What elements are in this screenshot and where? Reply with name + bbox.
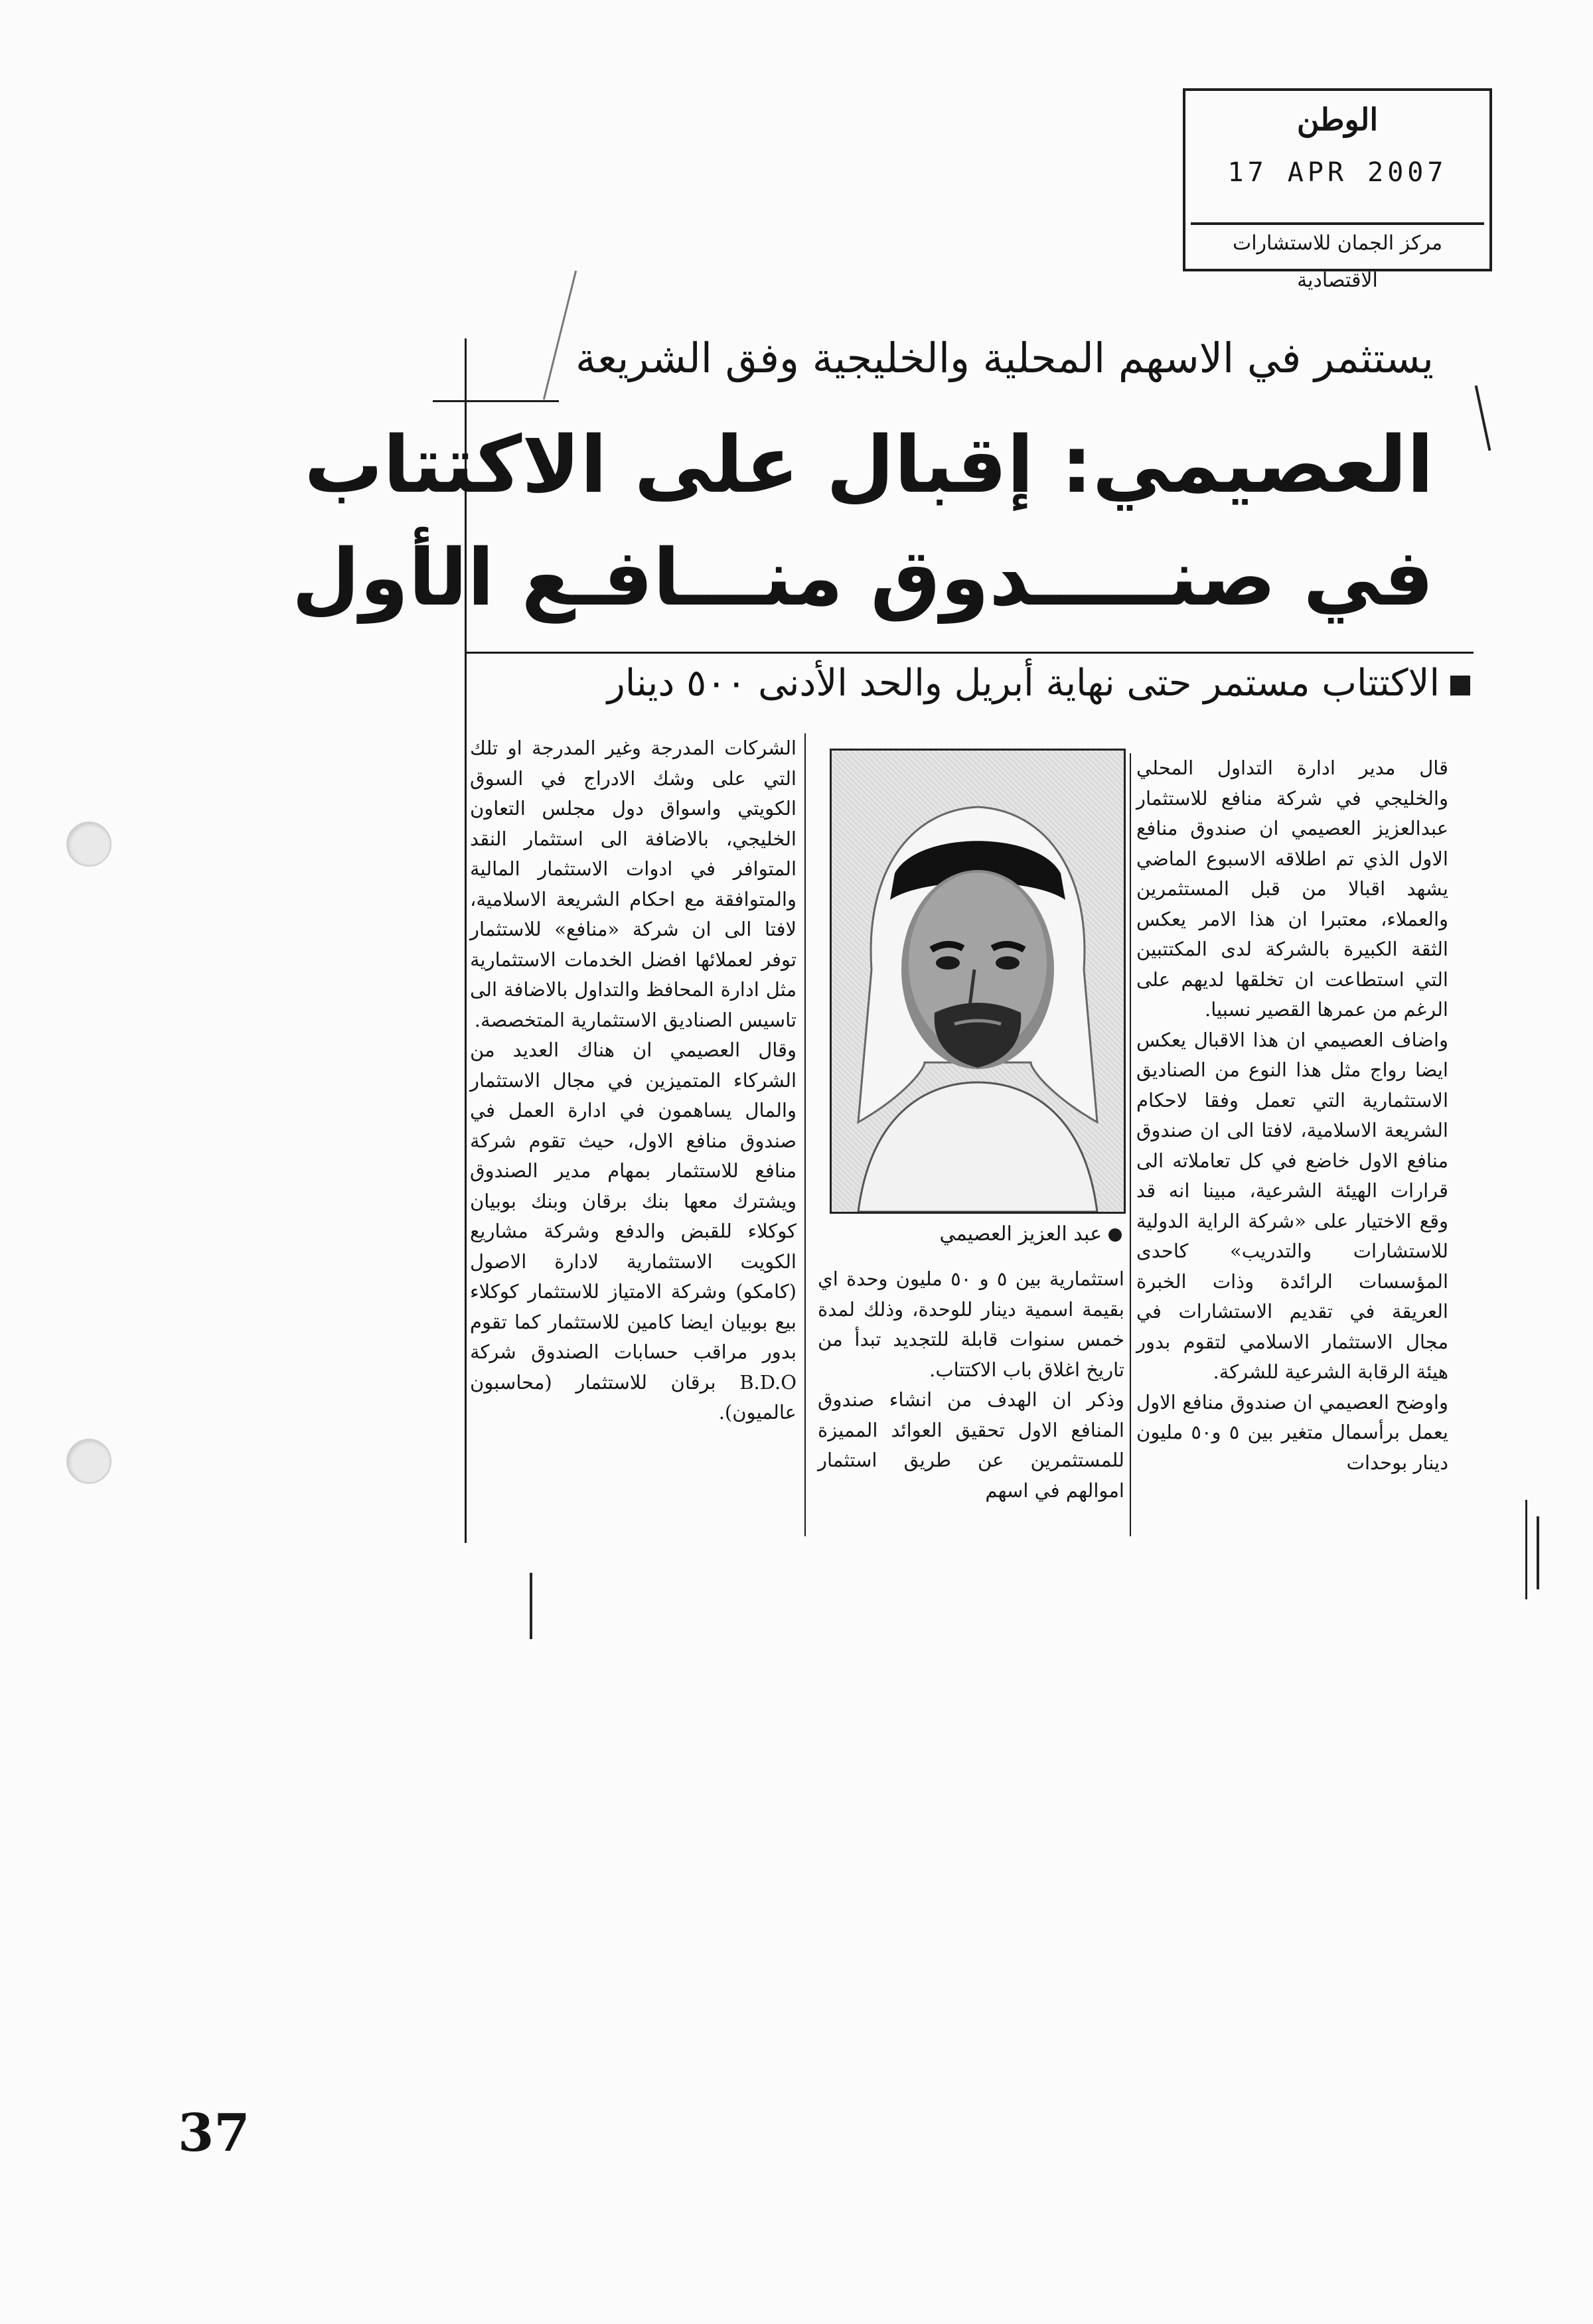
paragraph: الشركات المدرجة وغير المدرجة او تلك التي على وشك الادراج في السوق الكويتي واسواق دول مجلس التعاون الخليجي، بالاضافة الى استثمار النقد المتوافر في ادوات الاستثمار المالية والمتوافقة مع احكام الشريعة الاسلامية، لافتا الى ان شركة «منافع» للاستثمار توفر لعملائها افضل الخدمات الاستثمارية مثل ادارة المحافظ والتداول بالاضافة الى تاسيس الصناديق الاستثمارية المتخصصة.: [470, 737, 796, 1031]
paragraph: قال مدير ادارة التداول المحلي والخليجي في شركة منافع للاستثمار عبدالعزيز العصيمي ان صندوق منافع الاول الذي تم اطلاقه الاسبوع الماضي يشهد اقبالا من قبل المستثمرين والعملاء، معتبرا ان هذا الامر يعكس الثقة الكبيرة بالشركة لدى المكتتبين التي استطاعت ان تخلقها لديهم على الرغم من عمرها القصير نسبيا.: [1136, 757, 1448, 1021]
article-column-right: [1136, 753, 1448, 1478]
paragraph: واضاف العصيمي ان هذا الاقبال يعكس ايضا رواج مثل هذا النوع من الصناديق الاستثمارية التي تعمل وفقا لاحكام الشريعة الاسلامية، لافتا الى ان صندوق منافع الاول خاضع في كل تعاملاته الى قرارات الهيئة الشرعية، مبينا انه قد وقع الاختيار على «شركة الراية الدولية للاستشارات والتدريب» كاحدى المؤسسات الرائدة وذات الخبرة العريقة في تقديم الاستشارات في مجال الاستثمار الاسلامي لتقوم بدور هيئة الرقابة الشرعية للشركة.: [1136, 1028, 1448, 1383]
stamp-date: 17 APR 2007: [1227, 157, 1448, 188]
archive-stamp: [1183, 88, 1492, 292]
article-column-left: [470, 733, 796, 1428]
paragraph: استثمارية بين ٥ و ٥٠ مليون وحدة اي بقيمة اسمية دينار للوحدة، وذلك لمدة خمس سنوات قابلة للتجديد تبدأ من تاريخ اغلاق باب الاكتتاب.: [818, 1268, 1124, 1381]
portrait-photo: [830, 749, 1126, 1214]
subheadline-text: الاكتتاب مستمر حتى نهاية أبريل والحد الأدنى ٥٠٠ دينار: [607, 662, 1440, 705]
binder-hole-bottom: [66, 1439, 112, 1484]
portrait-illustration: [832, 751, 1124, 1212]
paragraph: وذكر ان الهدف من انشاء صندوق المنافع الاول تحقيق العوائد المميزة للمستثمرين عن طريق استثمار اموالهم في اسهم: [818, 1388, 1124, 1502]
binder-hole-top: [66, 822, 112, 867]
photo-caption-text: عبد العزيز العصيمي: [939, 1222, 1102, 1246]
article-headline-line2: في صنـــــدوق منـــافـع الأول: [291, 532, 1434, 623]
column-rule-right: [1130, 753, 1131, 1536]
paragraph: واوضح العصيمي ان صندوق منافع الاول يعمل برأسمال متغير بين ٥ و٥٠ مليون دينار بوحدات: [1136, 1390, 1448, 1474]
photo-caption: [830, 1221, 1122, 1248]
article-subheadline: [478, 657, 1470, 710]
column-rule-left: [804, 733, 806, 1536]
kicker-underline: [433, 400, 559, 402]
pen-mark: [1525, 1500, 1527, 1599]
paragraph: وقال العصيمي ان هناك العديد من الشركاء المتميزين في مجال الاستثمار والمال يساهمون في ادارة العمل في صندوق منافع الاول، حيث تقوم شركة منافع للاستثمار بمهام مدير الصندوق ويشترك معها بنك برقان وبنك بوبيان كوكلاء للقبض والدفع وشركة مشاريع الكويت الاستثمارية لادارة الاصول (كامكو) وشركة الامتياز للاستثمار كوكلاء بيع بوبيان ايضا كامين للاستثمار كما تقوم بدور مراقب حسابات الصندوق شركة B.D.O برقان للاستثمار (محاسبون عالميون).: [470, 1039, 796, 1423]
article-column-middle: [818, 1264, 1124, 1506]
pen-mark: [1475, 386, 1491, 451]
pen-mark: [1537, 1516, 1539, 1589]
article-kicker: يستثمر في الاسهم المحلية والخليجية وفق الشريعة: [575, 334, 1434, 382]
stamp-organization: مركز الجمان للاستشارات الاقتصادية: [1191, 222, 1484, 262]
article-left-border: [465, 338, 467, 1543]
stamp-newspaper-logo: الوطن: [1296, 102, 1379, 137]
pen-mark: [530, 1573, 532, 1639]
caption-bullet-icon: [1108, 1228, 1122, 1242]
subhead-rule: [465, 652, 1474, 654]
page-number: 37: [178, 2103, 250, 2163]
article-headline-line1: العصيمي: إقبال على الاكتتاب: [304, 419, 1434, 510]
bullet-square-icon: [1450, 676, 1470, 695]
